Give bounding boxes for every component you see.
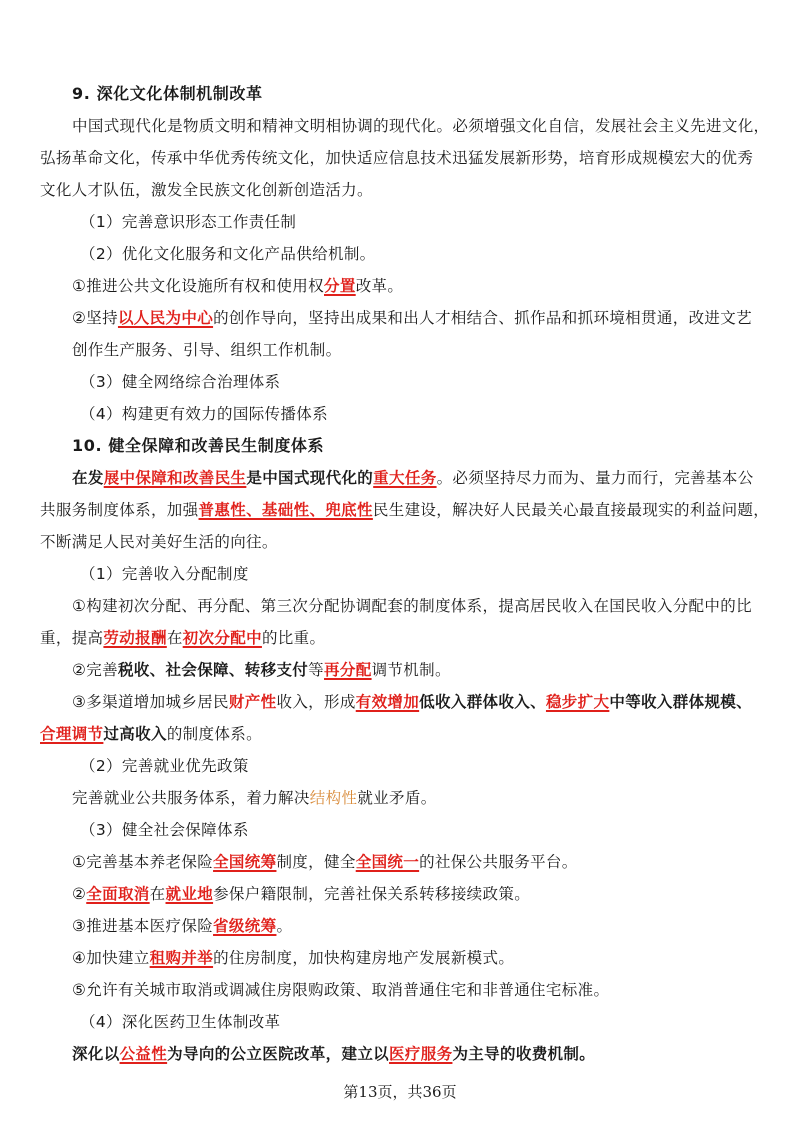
text-line bbox=[0, 148, 800, 168]
text-segment: 是中国式现代化的 bbox=[246, 469, 374, 487]
text-line bbox=[0, 116, 800, 136]
text-segment: 中等收入群体规模、 bbox=[609, 693, 753, 711]
highlighted-keyword: 分置 bbox=[324, 277, 356, 295]
text-line bbox=[0, 724, 800, 744]
text-segment: （1）完善收入分配制度 bbox=[80, 565, 249, 583]
text-segment: 在 bbox=[166, 629, 183, 647]
text-segment: 完善就业公共服务体系，着力解决 bbox=[72, 789, 310, 807]
text-segment: 在发 bbox=[72, 469, 104, 487]
text-segment: 收入，形成 bbox=[276, 693, 356, 711]
text-segment: 为导向的公立医院改革，建立以 bbox=[167, 1045, 390, 1063]
text-line bbox=[0, 180, 800, 200]
text-segment: 低收入群体收入、 bbox=[419, 693, 546, 711]
text-segment: （2）完善就业优先政策 bbox=[80, 757, 249, 775]
text-segment: 文化人才队伍，激发全民族文化创新创造活力。 bbox=[40, 181, 373, 199]
text-line bbox=[0, 340, 800, 360]
highlighted-keyword: 公益性 bbox=[119, 1045, 168, 1063]
text-segment: ①构建初次分配、再分配、第三次分配协调配套的制度体系，提高居民收入在国民收入分配中的比 bbox=[72, 597, 752, 615]
text-segment: （2）优化文化服务和文化产品供给机制。 bbox=[80, 245, 376, 263]
text-line bbox=[0, 916, 800, 936]
highlighted-keyword: 省级统筹 bbox=[213, 917, 277, 935]
text-segment: 调节机制。 bbox=[371, 661, 451, 679]
text-line bbox=[0, 852, 800, 872]
text-segment: 。 bbox=[276, 917, 293, 935]
text-segment: 在 bbox=[149, 885, 166, 903]
text-segment: 9. 深化文化体制机制改革 bbox=[72, 84, 263, 103]
text-segment: 制度，健全 bbox=[276, 853, 356, 871]
text-line bbox=[0, 500, 800, 520]
text-segment: 税收、社会保障、转移支付 bbox=[117, 661, 309, 679]
text-line bbox=[0, 884, 800, 904]
text-line bbox=[0, 564, 800, 584]
highlighted-keyword: 有效增加 bbox=[355, 693, 420, 711]
text-line bbox=[0, 1012, 800, 1032]
text-line bbox=[0, 692, 800, 712]
text-segment: 改革。 bbox=[355, 277, 404, 295]
text-line bbox=[0, 948, 800, 968]
text-segment: 的住房制度，加快构建房地产发展新模式。 bbox=[213, 949, 515, 967]
text-line bbox=[0, 404, 800, 424]
text-segment: 中国式现代化是物质文明和精神文明相协调的现代化。必须增强文化自信，发展社会主义先进文化， bbox=[72, 117, 770, 135]
highlighted-keyword: 普惠性、基础性、兜底性 bbox=[198, 501, 373, 519]
highlighted-keyword: 全国统筹 bbox=[213, 853, 277, 871]
text-segment: 。必须坚持尽力而为、量力而行，完善基本公 bbox=[436, 469, 754, 487]
text-segment: 就业矛盾。 bbox=[357, 789, 437, 807]
highlighted-keyword: 租购并举 bbox=[149, 949, 214, 967]
text-line bbox=[0, 532, 800, 552]
text-segment: （4）构建更有效力的国际传播体系 bbox=[80, 405, 328, 423]
text-line bbox=[0, 308, 800, 328]
text-segment: 结构性 bbox=[309, 789, 358, 807]
highlighted-keyword: 合理调节 bbox=[40, 725, 104, 743]
text-line bbox=[0, 788, 800, 808]
highlighted-keyword: 以人民为中心 bbox=[117, 309, 214, 327]
text-segment: （4）深化医药卫生体制改革 bbox=[80, 1013, 281, 1031]
text-line bbox=[0, 372, 800, 392]
text-segment: 过高收入 bbox=[103, 725, 167, 743]
text-segment: ②坚持 bbox=[72, 309, 118, 327]
page-footer: 第13页，共36页 bbox=[343, 1083, 457, 1101]
text-segment: ② bbox=[72, 885, 87, 903]
text-segment: ④加快建立 bbox=[72, 949, 150, 967]
text-segment: （3）健全社会保障体系 bbox=[80, 821, 249, 839]
text-line bbox=[0, 276, 800, 296]
text-segment: 共服务制度体系，加强 bbox=[40, 501, 199, 519]
highlighted-keyword: 再分配 bbox=[324, 661, 372, 679]
text-segment: 弘扬革命文化，传承中华优秀传统文化，加快适应信息技术迅猛发展新形势，培育形成规模宏大的优秀 bbox=[40, 149, 754, 167]
highlighted-keyword: 全面取消 bbox=[86, 885, 150, 903]
text-segment: ③多渠道增加城乡居民 bbox=[72, 693, 229, 711]
text-segment: ①完善基本养老保险 bbox=[72, 853, 214, 871]
section-heading bbox=[0, 84, 800, 104]
text-segment: （3）健全网络综合治理体系 bbox=[80, 373, 281, 391]
text-segment: ⑤允许有关城市取消或调减住房限购政策、取消普通住宅和非普通住宅标准。 bbox=[72, 981, 610, 999]
text-line bbox=[0, 660, 800, 680]
text-segment: 10. 健全保障和改善民生制度体系 bbox=[72, 436, 325, 455]
text-segment: 的社保公共服务平台。 bbox=[419, 853, 578, 871]
highlighted-keyword: 全国统一 bbox=[355, 853, 420, 871]
highlighted-keyword: 就业地 bbox=[165, 885, 214, 903]
text-segment: 参保户籍限制，完善社保关系转移接续政策。 bbox=[213, 885, 531, 903]
highlighted-keyword: 劳动报酬 bbox=[103, 629, 167, 647]
text-line bbox=[0, 468, 800, 488]
text-segment: 的制度体系。 bbox=[166, 725, 262, 743]
text-segment: ①推进公共文化设施所有权和使用权 bbox=[72, 277, 324, 295]
highlighted-keyword: 稳步扩大 bbox=[545, 693, 610, 711]
highlighted-keyword: 初次分配中 bbox=[182, 629, 262, 647]
text-segment: 为主导的收费机制。 bbox=[452, 1045, 596, 1063]
text-segment: 不断满足人民对美好生活的向往。 bbox=[40, 533, 278, 551]
highlighted-keyword: 医疗服务 bbox=[389, 1045, 453, 1063]
text-segment: 等 bbox=[308, 661, 325, 679]
highlighted-keyword: 展中保障和改善民生 bbox=[103, 469, 247, 487]
highlighted-keyword: 财产性 bbox=[228, 693, 277, 711]
text-segment: 深化以 bbox=[72, 1045, 120, 1063]
text-line bbox=[0, 756, 800, 776]
text-segment: ③推进基本医疗保险 bbox=[72, 917, 214, 935]
text-segment: 的创作导向，坚持出成果和出人才相结合、抓作品和抓环境相贯通，改进文艺 bbox=[213, 309, 752, 327]
text-segment: 民生建设，解决好人民最关心最直接最现实的利益问题， bbox=[372, 501, 770, 519]
text-segment: ②完善 bbox=[72, 661, 118, 679]
text-line bbox=[0, 1044, 800, 1064]
text-line bbox=[0, 628, 800, 648]
text-line bbox=[0, 980, 800, 1000]
text-line bbox=[0, 596, 800, 616]
text-segment: 重，提高 bbox=[40, 629, 104, 647]
text-segment: （1）完善意识形态工作责任制 bbox=[80, 213, 297, 231]
text-line bbox=[0, 820, 800, 840]
text-line bbox=[0, 244, 800, 264]
text-segment: 的比重。 bbox=[261, 629, 326, 647]
text-segment: 创作生产服务、引导、组织工作机制。 bbox=[72, 341, 342, 359]
highlighted-keyword: 重大任务 bbox=[373, 469, 437, 487]
text-line bbox=[0, 212, 800, 232]
section-heading bbox=[0, 436, 800, 456]
